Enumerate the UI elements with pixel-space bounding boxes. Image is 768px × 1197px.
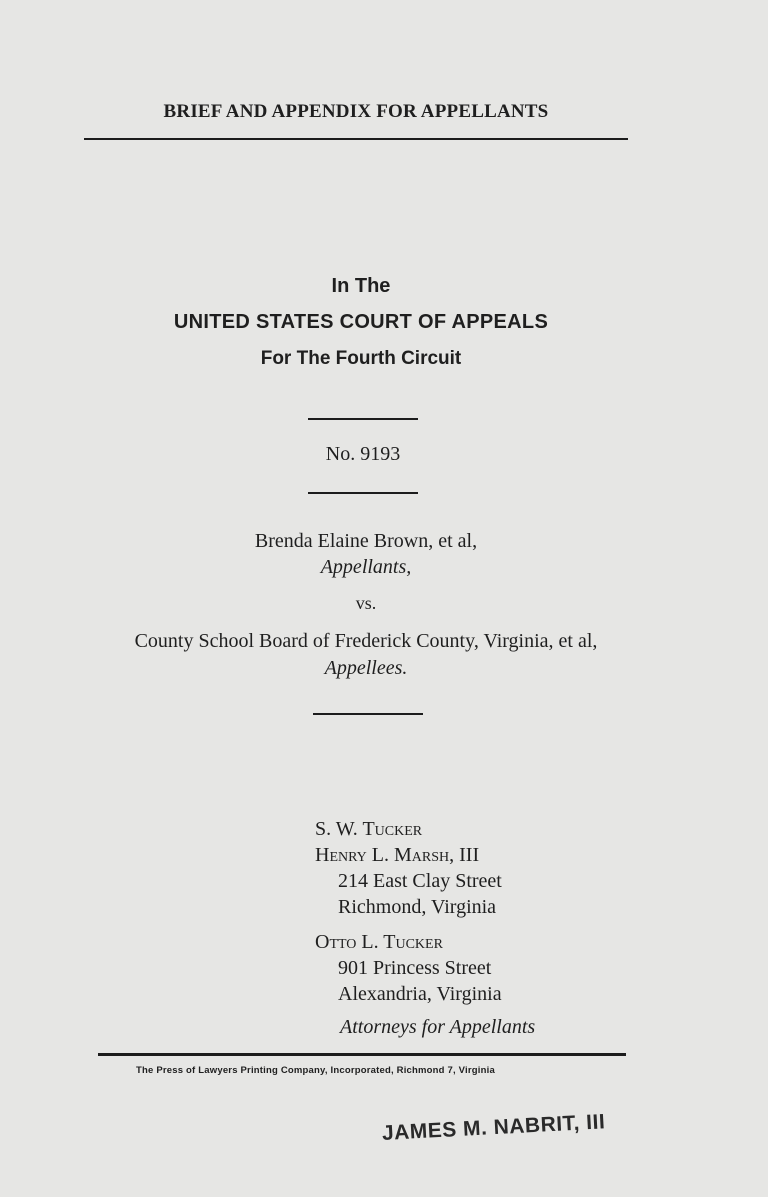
case-number: No. 9193 — [325, 443, 401, 465]
court-intro: In The — [331, 275, 391, 297]
court-name: UNITED STATES COURT OF APPEALS — [173, 311, 549, 333]
appellant-role: Appellants, — [320, 556, 412, 578]
printer-credit: The Press of Lawyers Printing Company, Incorporated, Richmond 7, Virginia — [136, 1065, 495, 1076]
attorney-address-street: 214 East Clay Street — [338, 870, 502, 892]
footer-rule — [98, 1053, 626, 1056]
attorney-address-street: 901 Princess Street — [338, 957, 492, 979]
divider-top — [308, 418, 418, 420]
appellee-name: County School Board of Frederick County, Virginia, et al, — [134, 630, 598, 652]
divider-bottom — [313, 713, 423, 715]
attorney-name: S. W. Tucker — [315, 818, 423, 840]
attorney-name: Henry L. Marsh, III — [315, 844, 480, 866]
appellant-name: Brenda Elaine Brown, et al, — [254, 530, 478, 552]
appellee-role: Appellees. — [324, 657, 408, 679]
brief-title: BRIEF AND APPENDIX FOR APPELLANTS — [163, 101, 549, 122]
attorney-role: Attorneys for Appellants — [340, 1016, 536, 1038]
court-circuit: For The Fourth Circuit — [260, 348, 462, 369]
attorney-name: Otto L. Tucker — [315, 931, 443, 953]
name-stamp: JAMES M. NABRIT, III — [381, 1110, 606, 1145]
divider-middle — [308, 492, 418, 494]
attorney-address-city: Richmond, Virginia — [338, 896, 497, 918]
title-underline — [84, 138, 628, 140]
attorney-address-city: Alexandria, Virginia — [338, 983, 502, 1005]
versus-label: vs. — [355, 593, 377, 613]
